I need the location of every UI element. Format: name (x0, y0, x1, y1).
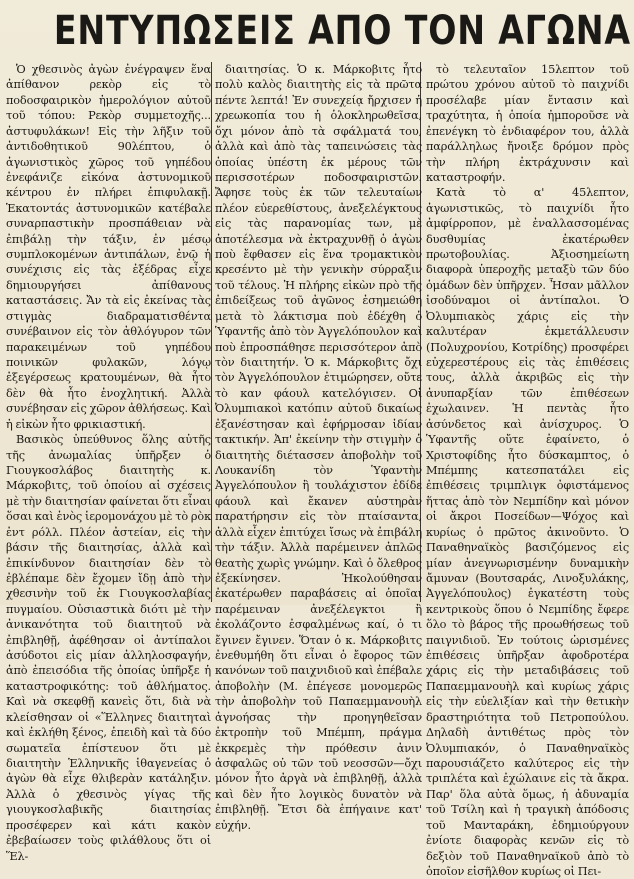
paragraph: Ὁ χθεσινὸς ἀγὼν ἐνέγραψεν ἕνα ἀπίθανον ρεκὸρ εἰς τὸ ποδοσφαιρικὸν ἡμερολόγιον αὐτοῦ τοῦ τόπου: Ρεκὸρ συμμετοχῆς... ἀστυφυλάκων! Εἰς τὴν λῆξιν τοῦ ἀντιδοθητικοῦ 90λέπτου, ὁ ἀγωνιστικὸς χῶρος τοῦ γηπέδου ἐνεφάνιζε εἰκόνα ἀστυνομικοῦ κέντρου ἐν πλήρει ἐπιφυλακῇ. Ἑκατοντάς ἀστυνομικῶν κατέβαλε συναρπαστικὴν προσπάθειαν νὰ ἐπιβάλῃ τὴν τάξιν, ἐν μέσῳ συμπλοκομένων ἀντιπάλων, ἐνῷ ἡ συνέχισις εἰς τὰς ἐξέδρας εἶχε δημιουργήσει ἀπίθανους καταστάσεις. Ἄν τὰ εἰς ἐκείνας τὰς στιγμὰς διαδραματισθέντα συνέβαινον εἰς τὸν ἀθλόγυρον τῶν παρακειμένων τοῦ γηπέδου ποινικῶν φυλακῶν, λόγῳ ἐξεγέρσεως κρατουμένων, θὰ ἦτο δὲν θὰ ἦτο ἐνοχλητική. Ἀλλὰ συνέβησαν εἰς χῶρον ἀθλήσεως. Καὶ ἡ εἰκὼν ἦτο φρικιαστική. (6, 63, 211, 431)
paragraph: Κατὰ τὸ α' 45λεπτον, ἀγωνιστικῶς, τὸ παιχνίδι ἦτο ἀμφίρροπον, μὲ ἐναλλασσομένας δυσθυμίας ἐκατέρωθεν πρωτοβουλίας. Ἀξιοσημείωτη διαφορὰ ὑπεροχῆς μεταξὺ τῶν δύο ὁμάδων δὲν ὑπῆρχεν. Ἦσαν μᾶλλον ἰσοδύναμοι οἱ ἀντίπαλοι. Ὁ Ὀλυμπιακὸς χάρις εἰς τὴν καλυτέραν ἐκμετάλλευσιν (Πολυχρονίου, Κοτρίδης) προσφέρει εὐχερεστέρους εἰς τὰς ἐπιθέσεις τους, ἀλλὰ ἀκριβῶς εἰς τὴν ἀνυπαρξίαν τῶν ἐπιθέσεων ἐχωλαινεν. Ἡ πεντὰς ἦτο ἀσύνδετος καὶ ἀνίσχυρος. Ὁ Ὑφαντῆς οὔτε ἐφαίνετο, ὁ Χριστοφίδης ἦτο δύσκαμπτος, ὁ Μπέμπης κατεσπατάλει εἰς ἐπιθέσεις τριμπλιγκ ὀφιστάμενος ἥττας ἀπὸ τὸν Νεμπίδην καὶ μόνον οἱ ἄκροι Ποσείδων—Ψόχος καὶ κυρίως ὁ πρῶτος ἀκινοῦντο. Ὁ Παναθηναϊκὸς βασιζόμενος εἰς μίαν ἀνεγνωρισμένην δυναμικὴν ἄμυναν (Βουτσαράς, Λινοξυλάκης, Ἀγγελόπουλος) ἐγκατέστη τοὺς κεντρικοὺς ὅπου ὁ Νεμπίδης ἔφερε ὅλο τὸ βάρος τῆς προωθήσεως τοῦ παιγνιδιοῦ. Ἐν τούτοις ὡρισμένες ἐπιθέσεις ὑπῆρξαν ἀφοδροτέρα χάρις εἰς τὴν μεταδιβάσεις τοῦ Παπαεμμανουὴλ καὶ κυρίως χάρις εἰς τὴν εὐελιξίαν καὶ τὴν θετικὴν δραστηριότητα τοῦ Πετροπούλου. Δηλαδὴ ἀντιθέτως πρὸς τὸν Ὀλυμπιακόν, ὁ Παναθηναϊκὸς παρουσιάζετο καλύτερος εἰς τὴν τριπλέτα καὶ ἐχώλαινε εἰς τὰ ἄκρα. Παρ' ὅλα αὐτὰ ὅμως, ἡ ἀδυναμία τοῦ Τσίλη καὶ ἡ τραγικὴ ἀπόδοσις τοῦ Μανταράκη, ἐδημιούργουν ἐνίοτε διαφορὰς κενῶν εἰς τὸ δεξιὸν τοῦ Παναθηναϊκοῦ ἀπὸ τὸ ὁποῖον εἰσῆλθον κυρίως οἱ Πει- (426, 186, 629, 878)
paragraph: τὸ τελευταῖον 15λεπτον τοῦ πρώτου χρόνου αὐτοῦ τὸ παιχνίδι προσέλαβε μίαν ἔντασιν καὶ τραχύτητα, ἡ ὁποία ἠμποροῦσε νὰ ἐπενέγκη τὸ ἐνδιαφέρον του, ἀλλὰ παράλληλως ἤνοιξε δρόμον πρὸς τὴν πλήρη ἐκτράχυνσιν καὶ καταστροφήν. (426, 63, 629, 184)
article-column-1 (6, 62, 211, 879)
article-headline: ΕΝΤΥΠΩΣΕΙΣ ΑΠΟ ΤΟΝ ΑΓΩΝΑ (53, 8, 631, 54)
article-body (6, 62, 630, 878)
article-column-3 (426, 62, 629, 879)
paragraph: διαιτησίας. Ὁ κ. Μάρκοβιτς ἦτο πολὺ καλὸς διαιτητὴς εἰς τὰ πρῶτα πέντε λεπτά! Ἐν συνεχείᾳ ἤρχισεν ἡ χρεωκοπία του ἡ ὁλοκληρωθεῖσα, ὄχι μόνον ἀπὸ τὰ σφάλματά του, ἀλλὰ καὶ ἀπὸ τὰς ταπεινώσεις τὰς ὁποίας ὑπέστη ἐκ μέρους τῶν περισσοτέρων ποδοσφαιριστῶν. Ἄφησε τοὺς ἐκ τῶν τελευταίων πλέον εὐερεθίστους, ἀνεξελέγκτους εἰς τὰς παρανομίας των, μὲ ἀποτέλεσμα νὰ ἐκτραχυνθῇ ὁ ἀγὼν ποὺ ἔφθασεν εἰς ἕνα τρομακτικὸν κρεσέντο μὲ τὴν γενικὴν σύρραξιν τοῦ τέλους. Ἡ πλήρης εἰκὼν πρὸ τῆς ἐπιδείξεως τοῦ ἀγῶνος ἐσημειώθη μετὰ τὸ λάκτισμα ποὺ ἐδέχθη ὁ Ὑφαντῆς ἀπὸ τὸν Ἀγγελόπουλον καὶ ποὺ ἐπροσπάθησε περισσότερον ἀπὸ τὸν διαιτητήν. Ὁ κ. Μάρκοβιτς ὄχι τὸν Ἀγγελόπουλον ἐτιμώρησεν, οὔτε τὸ καν φάουλ κατελόγισεν. Οἱ Ὀλυμπιακοὶ κατόπιν αὐτοῦ δικαίως ἐξανέστησαν καὶ ἐφήρμοσαν ἰδίαν τακτικήν. Ἀπ' ἐκείνην τὴν στιγμὴν ὁ διαιτητὴς διέτασσεν ἀποβολὴν τοῦ Λουκανίδη τὸν Ὑφαντὴν Ἀγγελόπουλον ἢ τουλάχιστον ἐδίδε φάουλ καὶ ἔκανεν αὐστηρὰν παρατήρησιν εἰς τὸν πταίσαντα, ἀλλὰ εἶχεν ἐπιτύχει ἴσως νὰ ἐπιβάλη τὴν τάξιν. Ἀλλὰ παρέμεινεν ἀπλῶς θεατὴς χωρὶς γνώμην. Καὶ ὁ ὄλεθρος ἐξεκίνησεν. Ἠκολούθησαν ἐκατέρωθεν παραβάσεις αἱ ὁποῖαι παρέμειναν ἀνεξέλεγκτοι ἢ ἐκολάζοντο ἐσφαλμένως καί, ὀ τι ἔγινεν ἔγινεν. Ὅταν ὁ κ. Μάρκοβιτς ἐνεθυμήθη ὅτι εἶναι ὁ ἔφορος τῶν κανόνων τοῦ παιχνιδιοῦ καὶ ἐπέβαλε ἀποβολὴν (Μ. ἐπέγεσε μονομερῶς τὴν ἀποβολὴν τοῦ Παπαεμμανουὴλ ἀγνοήσας τὴν προηγηθεῖσαν ἐκτροπὴν τοῦ Μπέμπη, πράγμα ἐκκρεμὲς τὴν πρόθεσιν ἀνιν ἀσφαλῶς οὐ τῶν τοῦ νεοσσῶν—ὄχι μόνον ἦτο ἀργὰ νὰ ἐπιβληθῇ, ἀλλὰ καὶ δὲν ἦτο λογικὸς δυνατὸν νὰ ἐπιβληθῇ. Ἔτσι δὰ ἐπήγαινε κατ' εὐχήν. (215, 63, 422, 832)
article-column-2 (215, 62, 422, 879)
paragraph: Βασικὸς ὑπεύθυνος ὅλης αὐτῆς τῆς ἀνωμαλίας ὑπῆρξεν ὁ Γιουγκοσλάβος διαιτητὴς κ. Μάρκοβιτς, τοῦ ὁποίου αἱ σχέσεις μὲ τὴν διαιτησίαν φαίνεται ὅτι εἶναι ὅσαι καὶ ἑνὸς ἱερομονάχου μὲ τὸ ρὸκ ἐντ ρόλλ. Πλέον ἀστείαν, εἰς τὴν βάσιν τῆς διαιτησίας, ἀλλὰ καὶ ἐπικίνδυνον διαιτησίαν δὲν τὸ ἐβλέπαμε δὲν ἔχομεν ἴδῃ ἀπὸ τὴν χθεσινὴν τοῦ ἐκ Γιουγκοσλαβίας πυγμαίου. Οὐσιαστικὰ διότι μὲ τὴν ἀνικανότητα τοῦ διαιτητοῦ νὰ ἐπιβληθῇ, ἀφέθησαν οἱ ἀντίπαλοι ἀσύδοτοι εἰς μίαν ἀλληλοσφαγήν, ἀπὸ ἐπεισόδια τῆς ὁποίας ὑπῆρξε ἡ καταστροφικότης: τοῦ ἀθλήματος. Καὶ νὰ σκεφθῇ κανεὶς ὅτι, διὰ νὰ κλείσθησαν οἱ «Ἕλληνες διαιτηταὶ καὶ ἐκλήθη ξένος, ἐπειδὴ καὶ τὰ δύο σωματεῖα ἐπίστευον ὅτι μὲ διαιτητὴν Ἑλληνικῆς ἰθαγενείας ὁ ἀγὼν θὰ εἶχε θλιβερὰν κατάληξιν. Ἀλλὰ ὁ χθεσινὸς γίγας τῆς γιουγκοσλαβικῆς διαιτησίας προσέφερεν καὶ κάτι κακὸν ἐβεβαίωσεν τοὺς φιλάθλους ὅτι οἱ Ἕλ- (6, 433, 211, 863)
